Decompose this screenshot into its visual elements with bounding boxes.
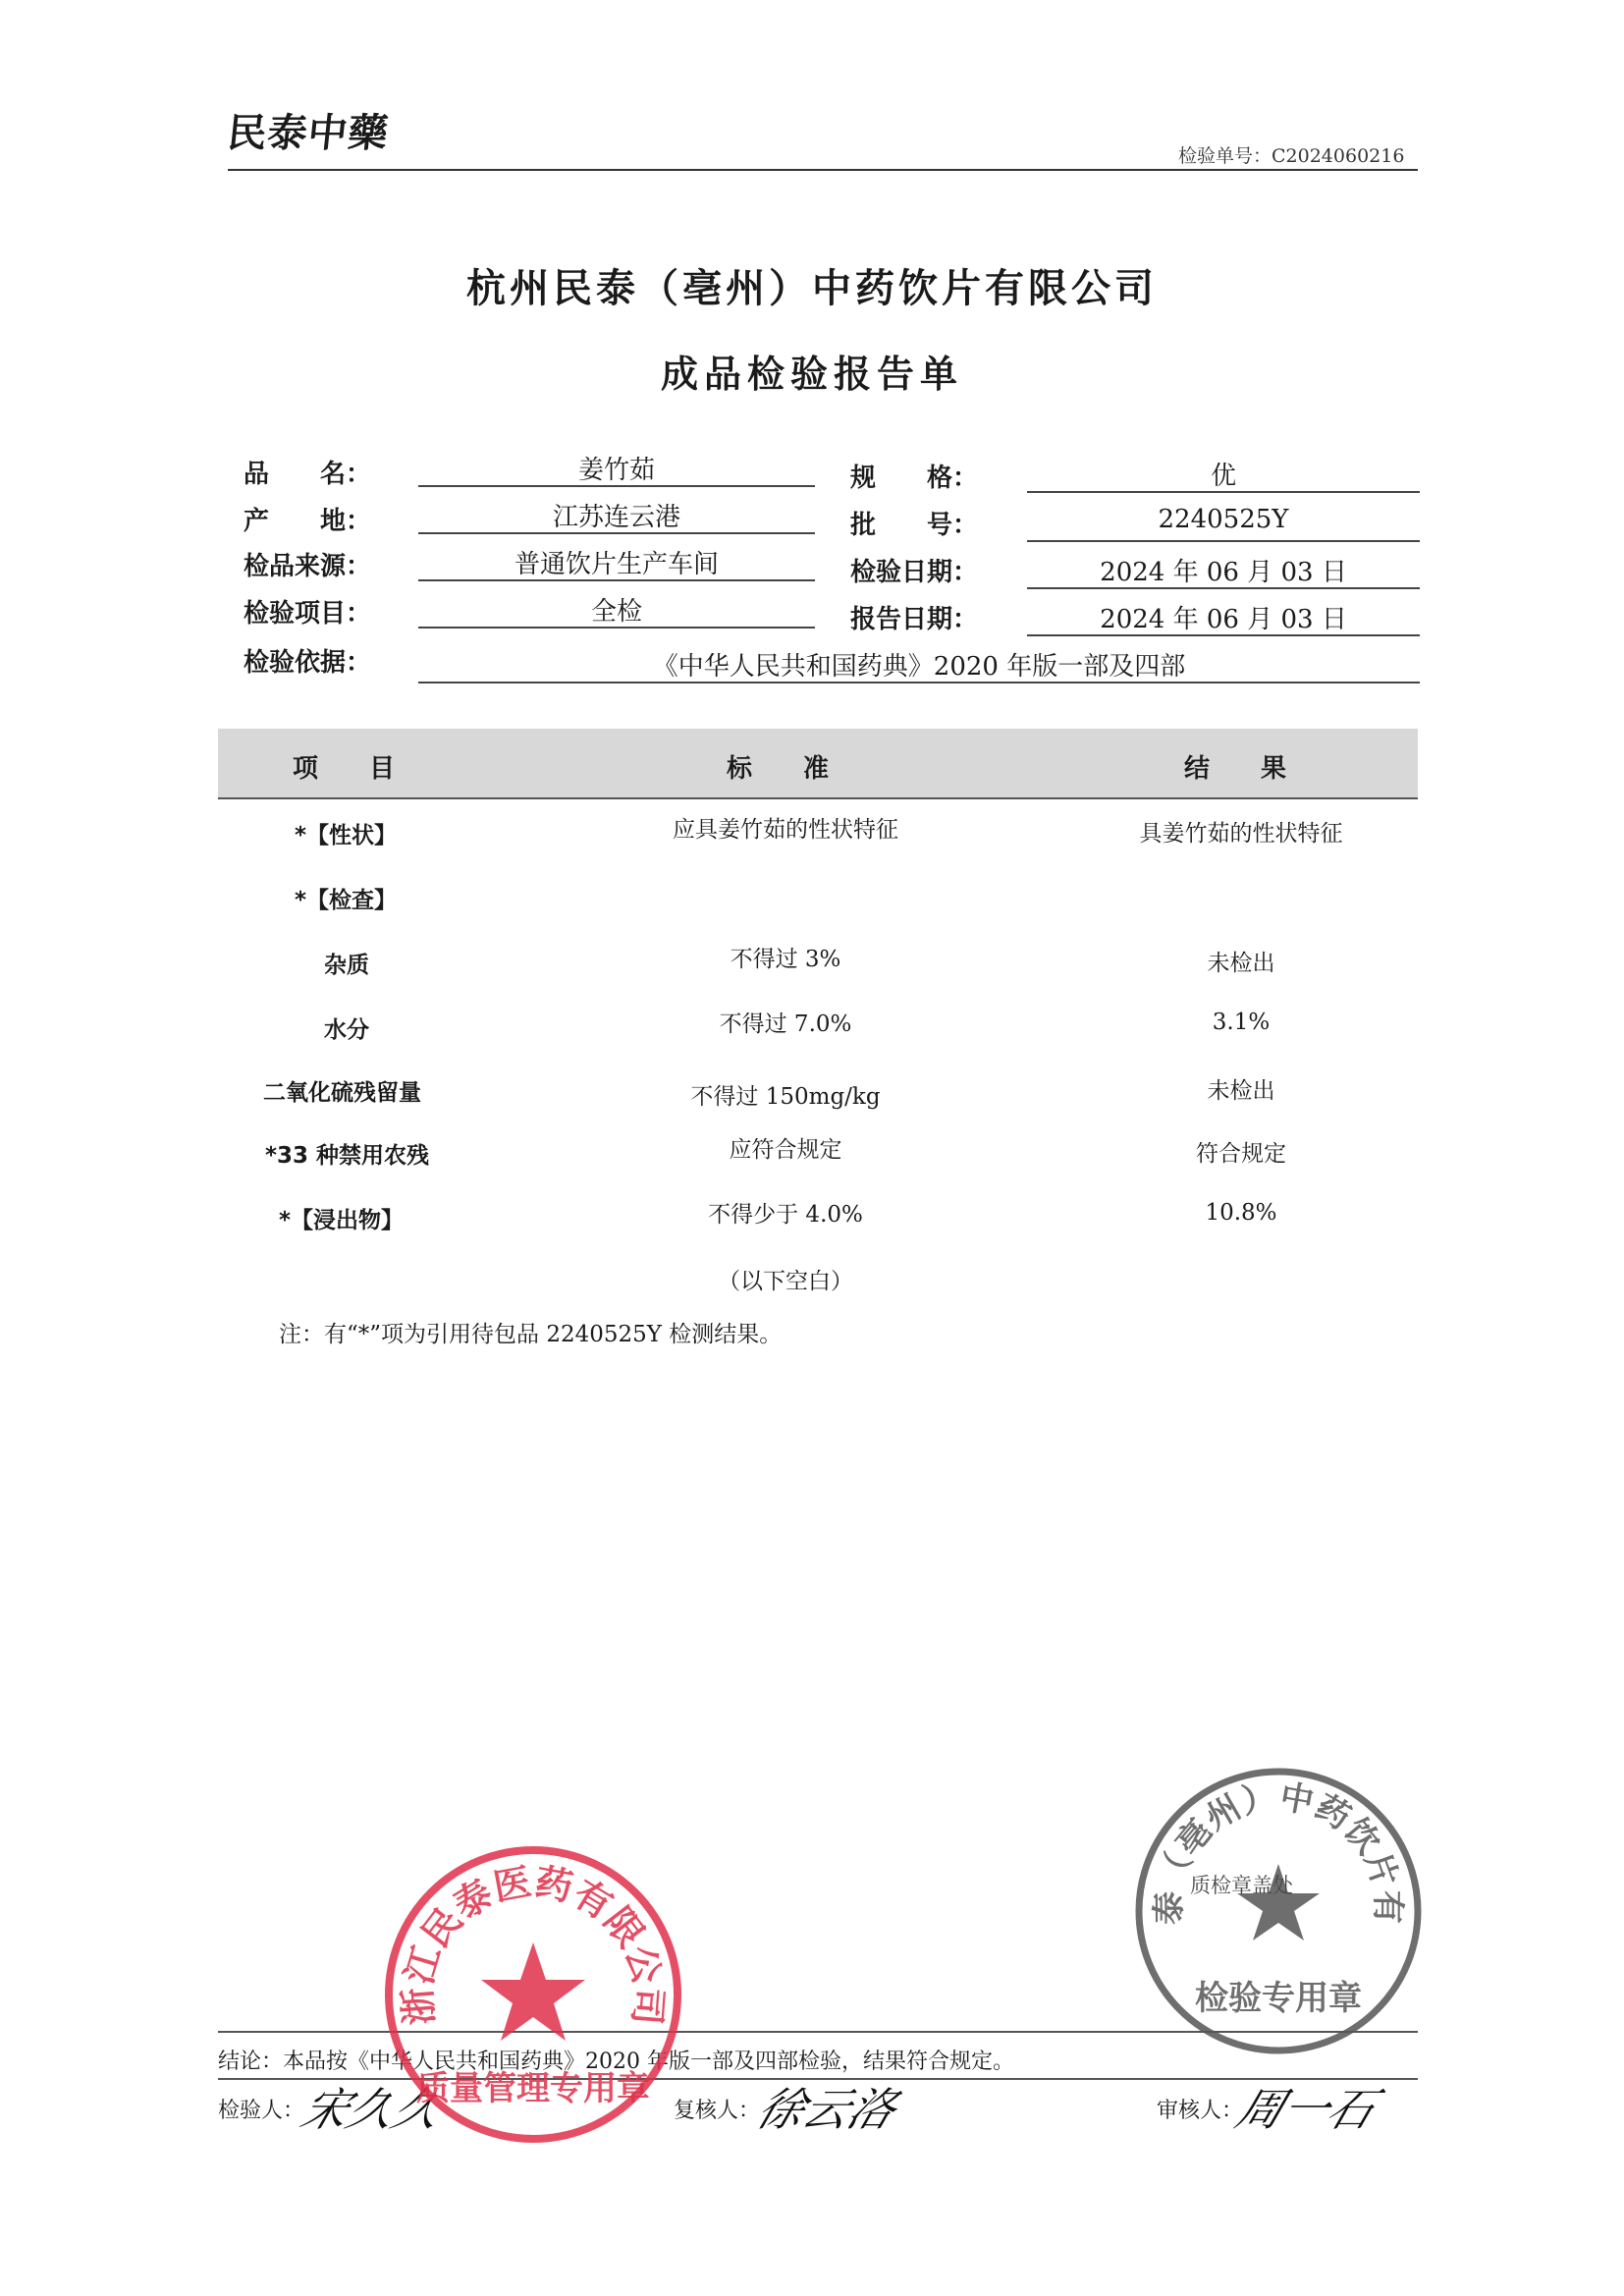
test-date-value: 2024 年 06 月 03 日 xyxy=(1027,552,1420,589)
table-row-standard: 应符合规定 xyxy=(729,1137,842,1163)
table-row-item: 二氧化硫残留量 xyxy=(263,1080,421,1106)
approver-signature: 周一石 xyxy=(1229,2083,1382,2136)
items-label: 检验项目： xyxy=(244,599,372,629)
table-row-result: 未检出 xyxy=(1207,1078,1275,1104)
table-row-standard: 应具姜竹茹的性状特征 xyxy=(673,817,898,843)
test-date-label: 检验日期： xyxy=(850,558,979,587)
quality-stamp-ring-text: 浙江民泰医药有限公司 xyxy=(395,1859,672,2027)
table-row-result: 3.1% xyxy=(1212,1010,1271,1035)
table-row-item: *【性状】 xyxy=(295,823,398,848)
company-logo: 民泰中藥 xyxy=(225,111,392,156)
table-row-item: 杂质 xyxy=(324,953,369,978)
column-header-result: 结 果 xyxy=(1184,754,1287,784)
source-value: 普通饮片生产车间 xyxy=(418,544,815,581)
document-title: 成品检验报告单 xyxy=(660,353,963,396)
report-date-value: 2024 年 06 月 03 日 xyxy=(1027,599,1420,636)
table-row-item: *33 种禁用农残 xyxy=(265,1143,430,1169)
table-row-result: 符合规定 xyxy=(1196,1141,1286,1167)
quality-management-stamp xyxy=(381,1842,685,2147)
table-row-result: 未检出 xyxy=(1207,951,1275,976)
table-row-standard: 不得过 150mg/kg xyxy=(690,1084,881,1110)
inspection-stamp-label: 检验专用章 xyxy=(1195,1979,1362,2018)
basis-label: 检验依据： xyxy=(244,648,372,678)
blank-below-note: （以下空白） xyxy=(718,1269,853,1294)
quality-management-stamp-graphic xyxy=(381,1842,685,2147)
spec-label: 规 格： xyxy=(850,464,979,493)
company-name: 杭州民泰（亳州）中药饮片有限公司 xyxy=(466,266,1158,311)
footnote: 注：有“*”项为引用待包品 2240525Y 检测结果。 xyxy=(279,1322,783,1347)
column-header-item: 项 目 xyxy=(293,754,396,784)
origin-value: 江苏连云港 xyxy=(418,497,815,534)
batch-label: 批 号： xyxy=(850,511,979,540)
table-row-standard: 不得过 3% xyxy=(730,947,841,972)
report-number: 检验单号：C2024060216 xyxy=(1178,145,1405,167)
origin-label: 产 地： xyxy=(244,507,372,536)
table-row-item: *【浸出物】 xyxy=(279,1208,405,1233)
table-row-result: 10.8% xyxy=(1205,1200,1277,1226)
name-value: 姜竹茹 xyxy=(418,450,815,487)
column-header-standard: 标 准 xyxy=(727,754,830,784)
basis-value: 《中华人民共和国药典》2020 年版一部及四部 xyxy=(418,646,1420,683)
header-divider xyxy=(228,169,1418,171)
spec-value: 优 xyxy=(1027,456,1420,493)
report-date-label: 报告日期： xyxy=(850,605,979,634)
table-row-item: *【检查】 xyxy=(295,888,398,913)
source-label: 检品来源： xyxy=(244,552,372,581)
table-row-standard: 不得少于 4.0% xyxy=(708,1202,863,1228)
conclusion: 结论：本品按《中华人民共和国药典》2020 年版一部及四部检验，结果符合规定。 xyxy=(218,2050,1014,2074)
reviewer-signature: 徐云洛 xyxy=(750,2083,903,2136)
batch-value: 2240525Y xyxy=(1027,505,1420,542)
table-row-standard: 不得过 7.0% xyxy=(719,1011,852,1037)
quality-stamp-label: 质量管理专用章 xyxy=(416,2069,650,2108)
table-row-result: 具姜竹茹的性状特征 xyxy=(1139,821,1343,847)
inspector-label: 检验人： xyxy=(218,2099,305,2123)
approver-label: 审核人： xyxy=(1157,2099,1244,2123)
table-row-item: 水分 xyxy=(324,1017,369,1043)
name-label: 品 名： xyxy=(244,460,372,489)
inspection-stamp xyxy=(1131,1764,1426,2058)
reviewer-label: 复核人： xyxy=(674,2099,761,2123)
inspection-stamp-graphic xyxy=(1131,1764,1426,2058)
inspection-stamp-ring-text: 泰（亳州）中药饮片有 xyxy=(1149,1777,1408,1926)
items-value: 全检 xyxy=(418,591,815,629)
stamp-placeholder-text: 质检章盖处 xyxy=(1190,1874,1293,1897)
inspector-signature: 宋久久 xyxy=(295,2083,448,2136)
